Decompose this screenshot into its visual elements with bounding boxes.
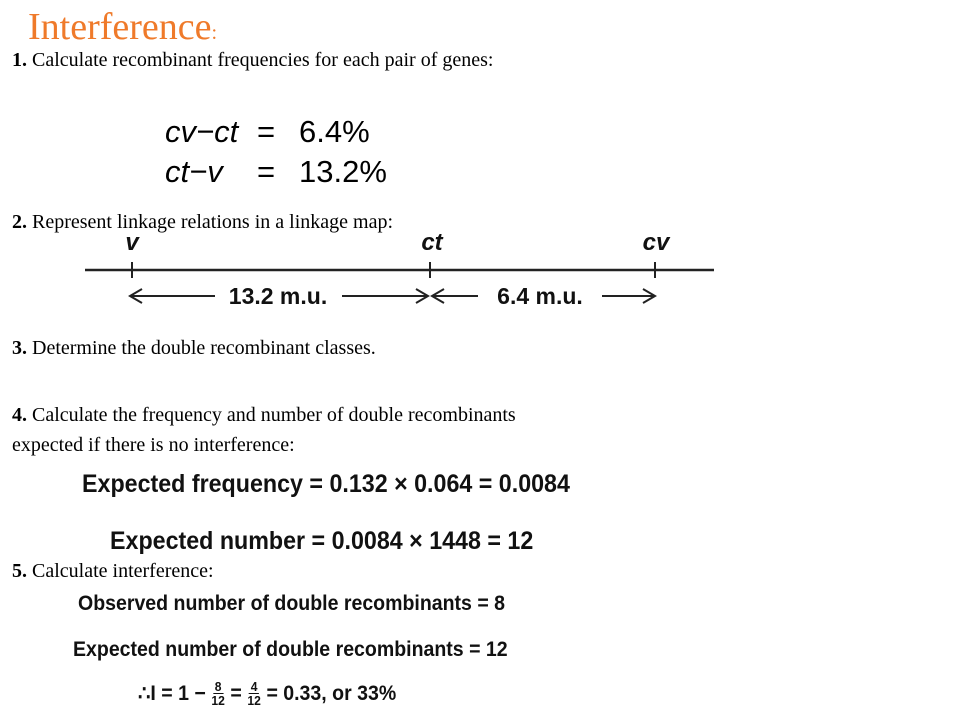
fraction-denominator: 12 xyxy=(247,693,261,708)
step-2-number: 2. xyxy=(12,211,27,233)
step-3-text: Determine the double recombinant classes. xyxy=(27,337,376,359)
distance-label-v-ct: 13.2 m.u. xyxy=(228,283,328,309)
step-1-text: Calculate recombinant frequencies for each pair of genes: xyxy=(27,49,494,71)
equals-sign: = xyxy=(257,154,276,189)
gene-label-cv: cv xyxy=(642,229,670,256)
linkage-map xyxy=(80,226,720,318)
gene-label-v: v xyxy=(125,229,139,256)
fraction-numerator: 4 xyxy=(250,679,258,694)
equals-sign: = xyxy=(257,114,276,149)
title-colon: : xyxy=(211,22,218,44)
recombinant-frequencies xyxy=(165,112,387,192)
distance-label-ct-cv: 6.4 m.u. xyxy=(497,283,583,309)
interference-prefix: ∴I = 1 − xyxy=(138,682,206,705)
title-text: Interference xyxy=(28,6,212,48)
fraction-observed-over-expected xyxy=(210,680,227,707)
expected-double-recombinants: Expected number of double recombinants = 12 xyxy=(73,638,508,661)
step-1 xyxy=(12,45,493,75)
frequency-value: 13.2% xyxy=(299,154,387,189)
step-3 xyxy=(12,333,376,363)
step-1-number: 1. xyxy=(12,49,27,71)
equals-sign: = xyxy=(230,681,242,705)
step-5 xyxy=(12,556,214,586)
gene-pair-label: cv−ct xyxy=(165,114,239,149)
fraction-denominator: 12 xyxy=(211,693,225,708)
step-4-continued xyxy=(12,430,295,460)
frequency-row-cv-ct xyxy=(165,112,387,152)
step-5-text: Calculate interference: xyxy=(27,560,214,582)
fraction-result xyxy=(246,680,263,707)
step-5-number: 5. xyxy=(12,560,27,582)
gene-label-ct: ct xyxy=(421,229,443,256)
step-4 xyxy=(12,400,516,430)
step-3-number: 3. xyxy=(12,337,27,359)
step-4-number: 4. xyxy=(12,404,27,426)
interference-result: = 0.33, or 33% xyxy=(266,681,397,705)
step-4-text: Calculate the frequency and number of double recombinants xyxy=(27,404,516,426)
gene-pair-label: ct−v xyxy=(165,154,223,189)
observed-double-recombinants: Observed number of double recombinants = 8 xyxy=(78,592,506,615)
frequency-value: 6.4% xyxy=(299,114,370,149)
step-2-text: Represent linkage relations in a linkage map: xyxy=(27,211,393,233)
expected-number-equation: Expected number = 0.0084 × 1448 = 12 xyxy=(110,527,534,555)
frequency-row-ct-v xyxy=(165,152,387,192)
interference-formula xyxy=(138,680,396,707)
step-4-text-line-2: expected if there is no interference: xyxy=(12,434,295,456)
fraction-numerator: 8 xyxy=(214,679,222,694)
expected-frequency-equation: Expected frequency = 0.132 × 0.064 = 0.0084 xyxy=(82,470,570,498)
